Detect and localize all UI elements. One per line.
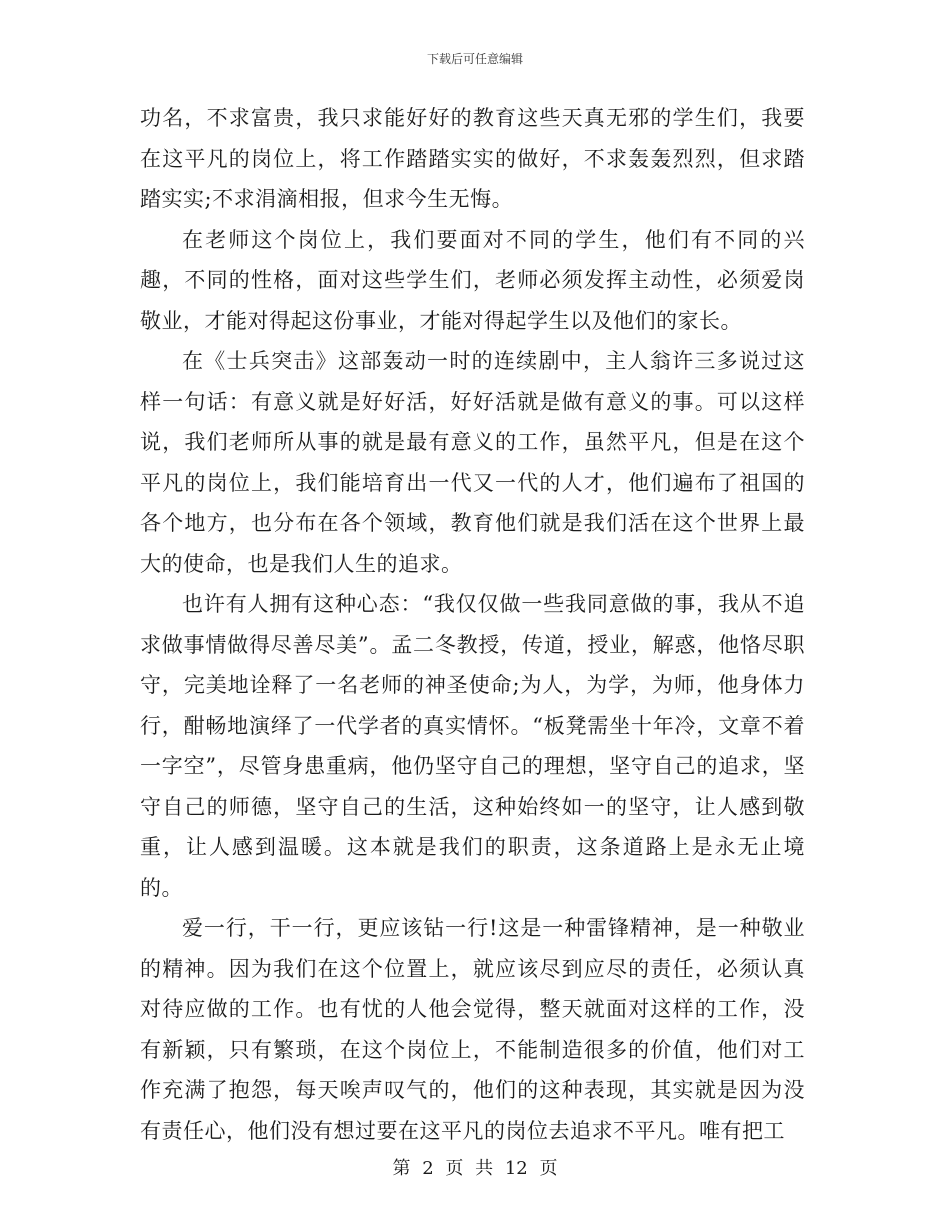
page-number-footer: 第 2 页 共 12 页 [392,1158,558,1179]
page-header: 下载后可任意编辑 [426,52,523,66]
paragraph: 爱一行，干一行，更应该钻一行!这是一种雷锋精神，是一种敬业的精神。因为我们在这个位置上，就应该尽到应尽的责任，必须认真对待应做的工作。也有忧的人他会觉得，整天就面对这样的工作，没有新颖，只有繁琐，在这个岗位上，不能制造很多的价值，他们对工作充满了抱怨，每天唉声叹气的，他们的这种表现，其实就是因为没有责任心，他们没有想过要在这平凡的岗位去追求不平凡。唯有把工 [140,916,805,1143]
document-body [140,98,805,1151]
paragraph: 在老师这个岗位上，我们要面对不同的学生，他们有不同的兴趣，不同的性格，面对这些学生们，老师必须发挥主动性，必须爱岗敬业，才能对得起这份事业，才能对得起学生以及他们的家长。 [140,227,805,333]
paragraph-continued: 功名，不求富贵，我只求能好好的教育这些天真无邪的学生们，我要在这平凡的岗位上，将工作踏踏实实的做好，不求轰轰烈烈，但求踏踏实实;不求涓滴相报，但求今生无悔。 [140,106,805,211]
paragraph: 也许有人拥有这种心态：“我仅仅做一些我同意做的事，我从不追求做事情做得尽善尽美”。孟二冬教授，传道，授业，解惑，他恪尽职守，完美地诠释了一名老师的神圣使命;为人，为学，为师，他身体力行，酣畅地演绎了一代学者的真实情怀。“板凳需坐十年冷，文章不着一字空”，尽管身患重病，他仍坚守自己的理想，坚守自己的追求，坚守自己的师德，坚守自己的生活，这种始终如一的坚守，让人感到敬重，让人感到温暖。这本就是我们的职责，这条道路上是永无止境的。 [140,592,805,900]
paragraph: 在《士兵突击》这部轰动一时的连续剧中，主人翁许三多说过这样一句话：有意义就是好好活，好好活就是做有意义的事。可以这样说，我们老师所从事的就是最有意义的工作，虽然平凡，但是在这个平凡的岗位上，我们能培育出一代又一代的人才，他们遍布了祖国的各个地方，也分布在各个领域，教育他们就是我们活在这个世界上最大的使命，也是我们人生的追求。 [140,349,805,576]
